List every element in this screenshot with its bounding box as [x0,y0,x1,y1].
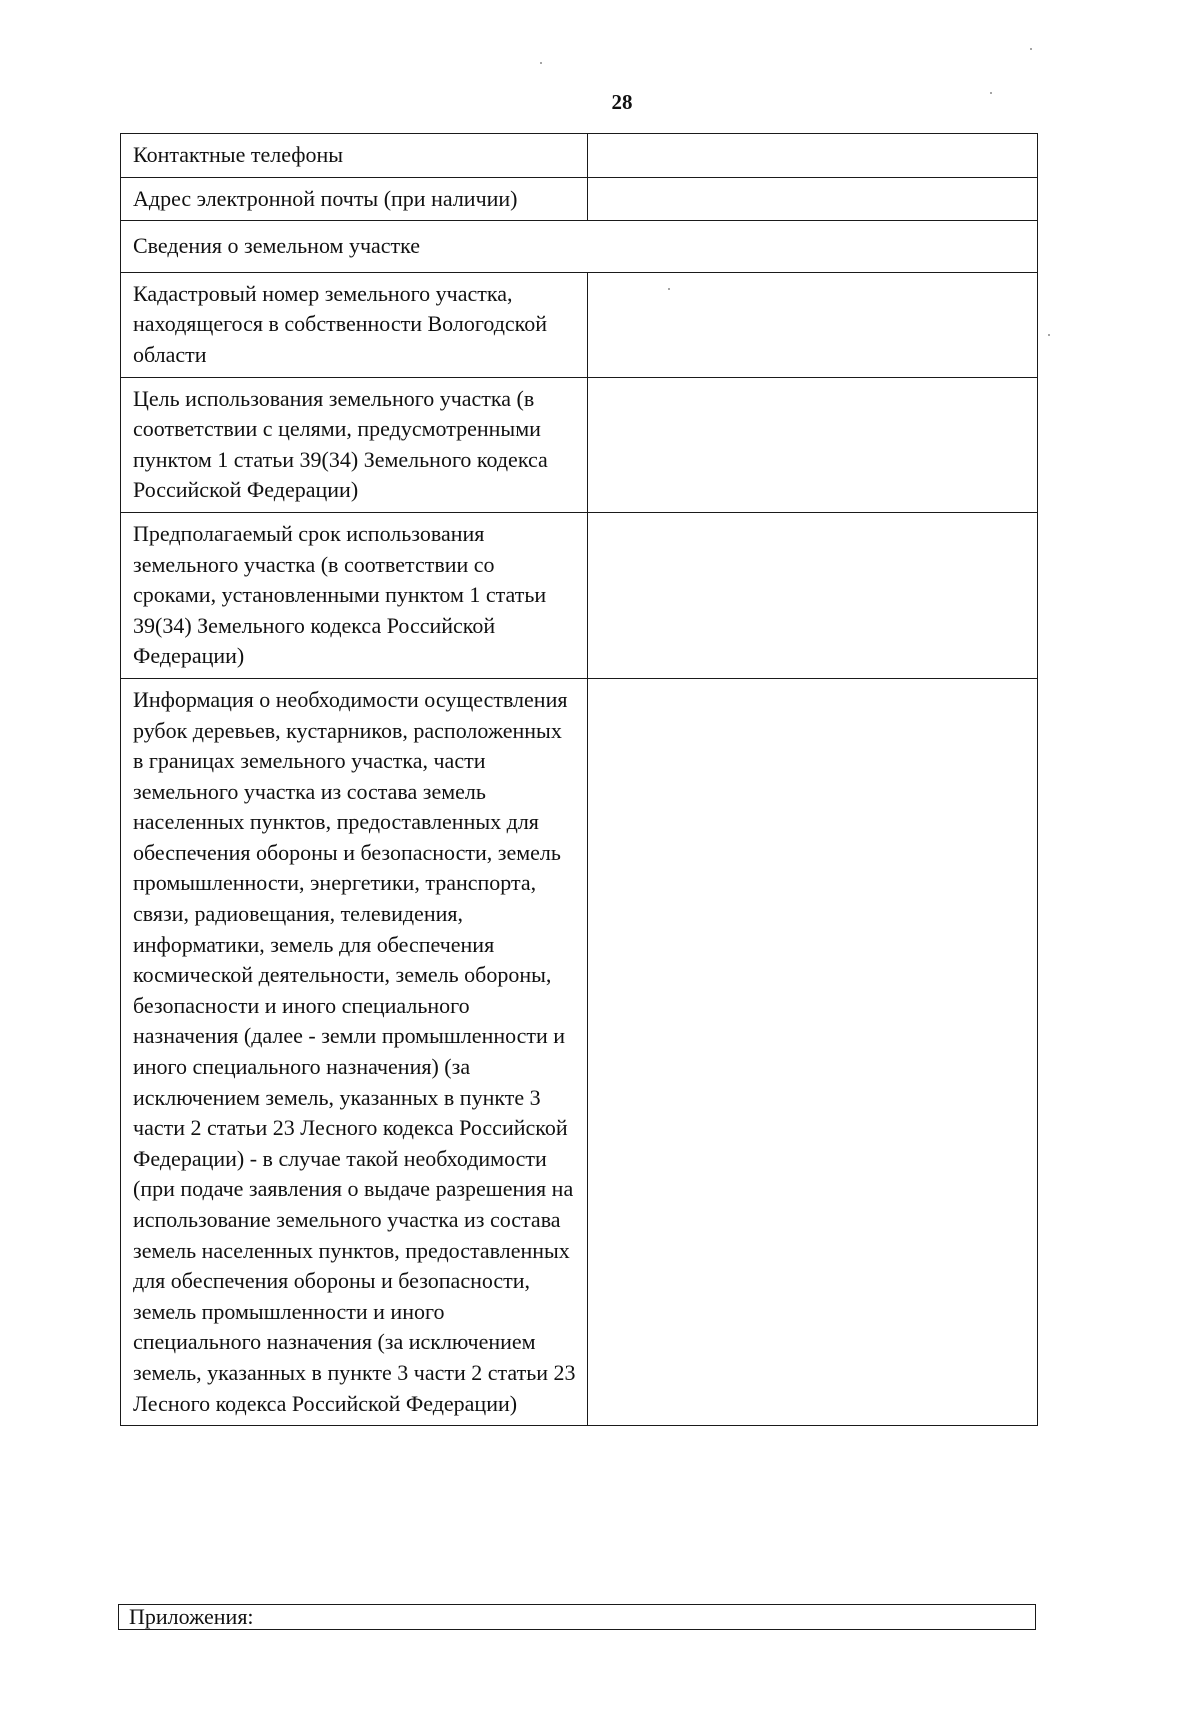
tree-cutting-info-field[interactable] [587,678,1037,1425]
usage-term-field[interactable] [587,512,1037,678]
cadastral-number-field[interactable] [587,272,1037,377]
land-plot-section-heading: Сведения о земельном участке [121,221,1038,273]
usage-purpose-label: Цель использования земельного участка (в соответствии с целями, предусмотренными пунктом 1 статьи 39(34) Земельного кодекса Российской Федерации) [121,377,588,512]
table-row [121,134,1038,178]
usage-purpose-field[interactable] [587,377,1037,512]
table-row [121,272,1038,377]
scan-speck [990,92,992,94]
table-row [121,512,1038,678]
table-row [121,678,1038,1425]
scan-speck [1030,48,1032,50]
page-number: 28 [611,90,633,114]
application-form-table [120,133,1038,1426]
table-row [121,221,1038,273]
usage-term-label: Предполагаемый срок использования земельного участка (в соответствии со сроками, установленными пунктом 1 статьи 39(34) Земельного кодекса Российской Федерации) [121,512,588,678]
scan-speck [668,288,670,290]
scan-speck [1048,334,1050,336]
email-label: Адрес электронной почты (при наличии) [121,177,588,221]
cadastral-number-label: Кадастровый номер земельного участка, находящегося в собственности Вологодской области [121,272,588,377]
table-row [121,177,1038,221]
email-field[interactable] [587,177,1037,221]
contact-phones-label: Контактные телефоны [121,134,588,178]
table-row [121,377,1038,512]
tree-cutting-info-label: Информация о необходимости осуществления рубок деревьев, кустарников, расположенных в границах земельного участка, части земельного участка из состава земель населенных пунктов, предоставленных для обеспечения обороны и безопасности, земель промышленности, энергетики, транспорта, связи, радиовещания, телевидения, информатики, земель для обеспечения космической деятельности, земель обороны, безопасности и иного специального назначения (далее - земли промышленности и иного специального назначения) (за исключением земель, указанных в пункте 3 части 2 статьи 23 Лесного кодекса Российской Федерации) - в случае такой необходимости (при подаче заявления о выдаче разрешения на использование земельного участка из состава земель населенных пунктов, предоставленных для обеспечения обороны и безопасности, земель промышленности и иного специального назначения (за исключением земель, указанных в пункте 3 части 2 статьи 23 Лесного кодекса Российской Федерации) [121,678,588,1425]
appendix-field[interactable]: Приложения: [118,1604,1036,1630]
contact-phones-field[interactable] [587,134,1037,178]
scan-speck [540,62,542,64]
